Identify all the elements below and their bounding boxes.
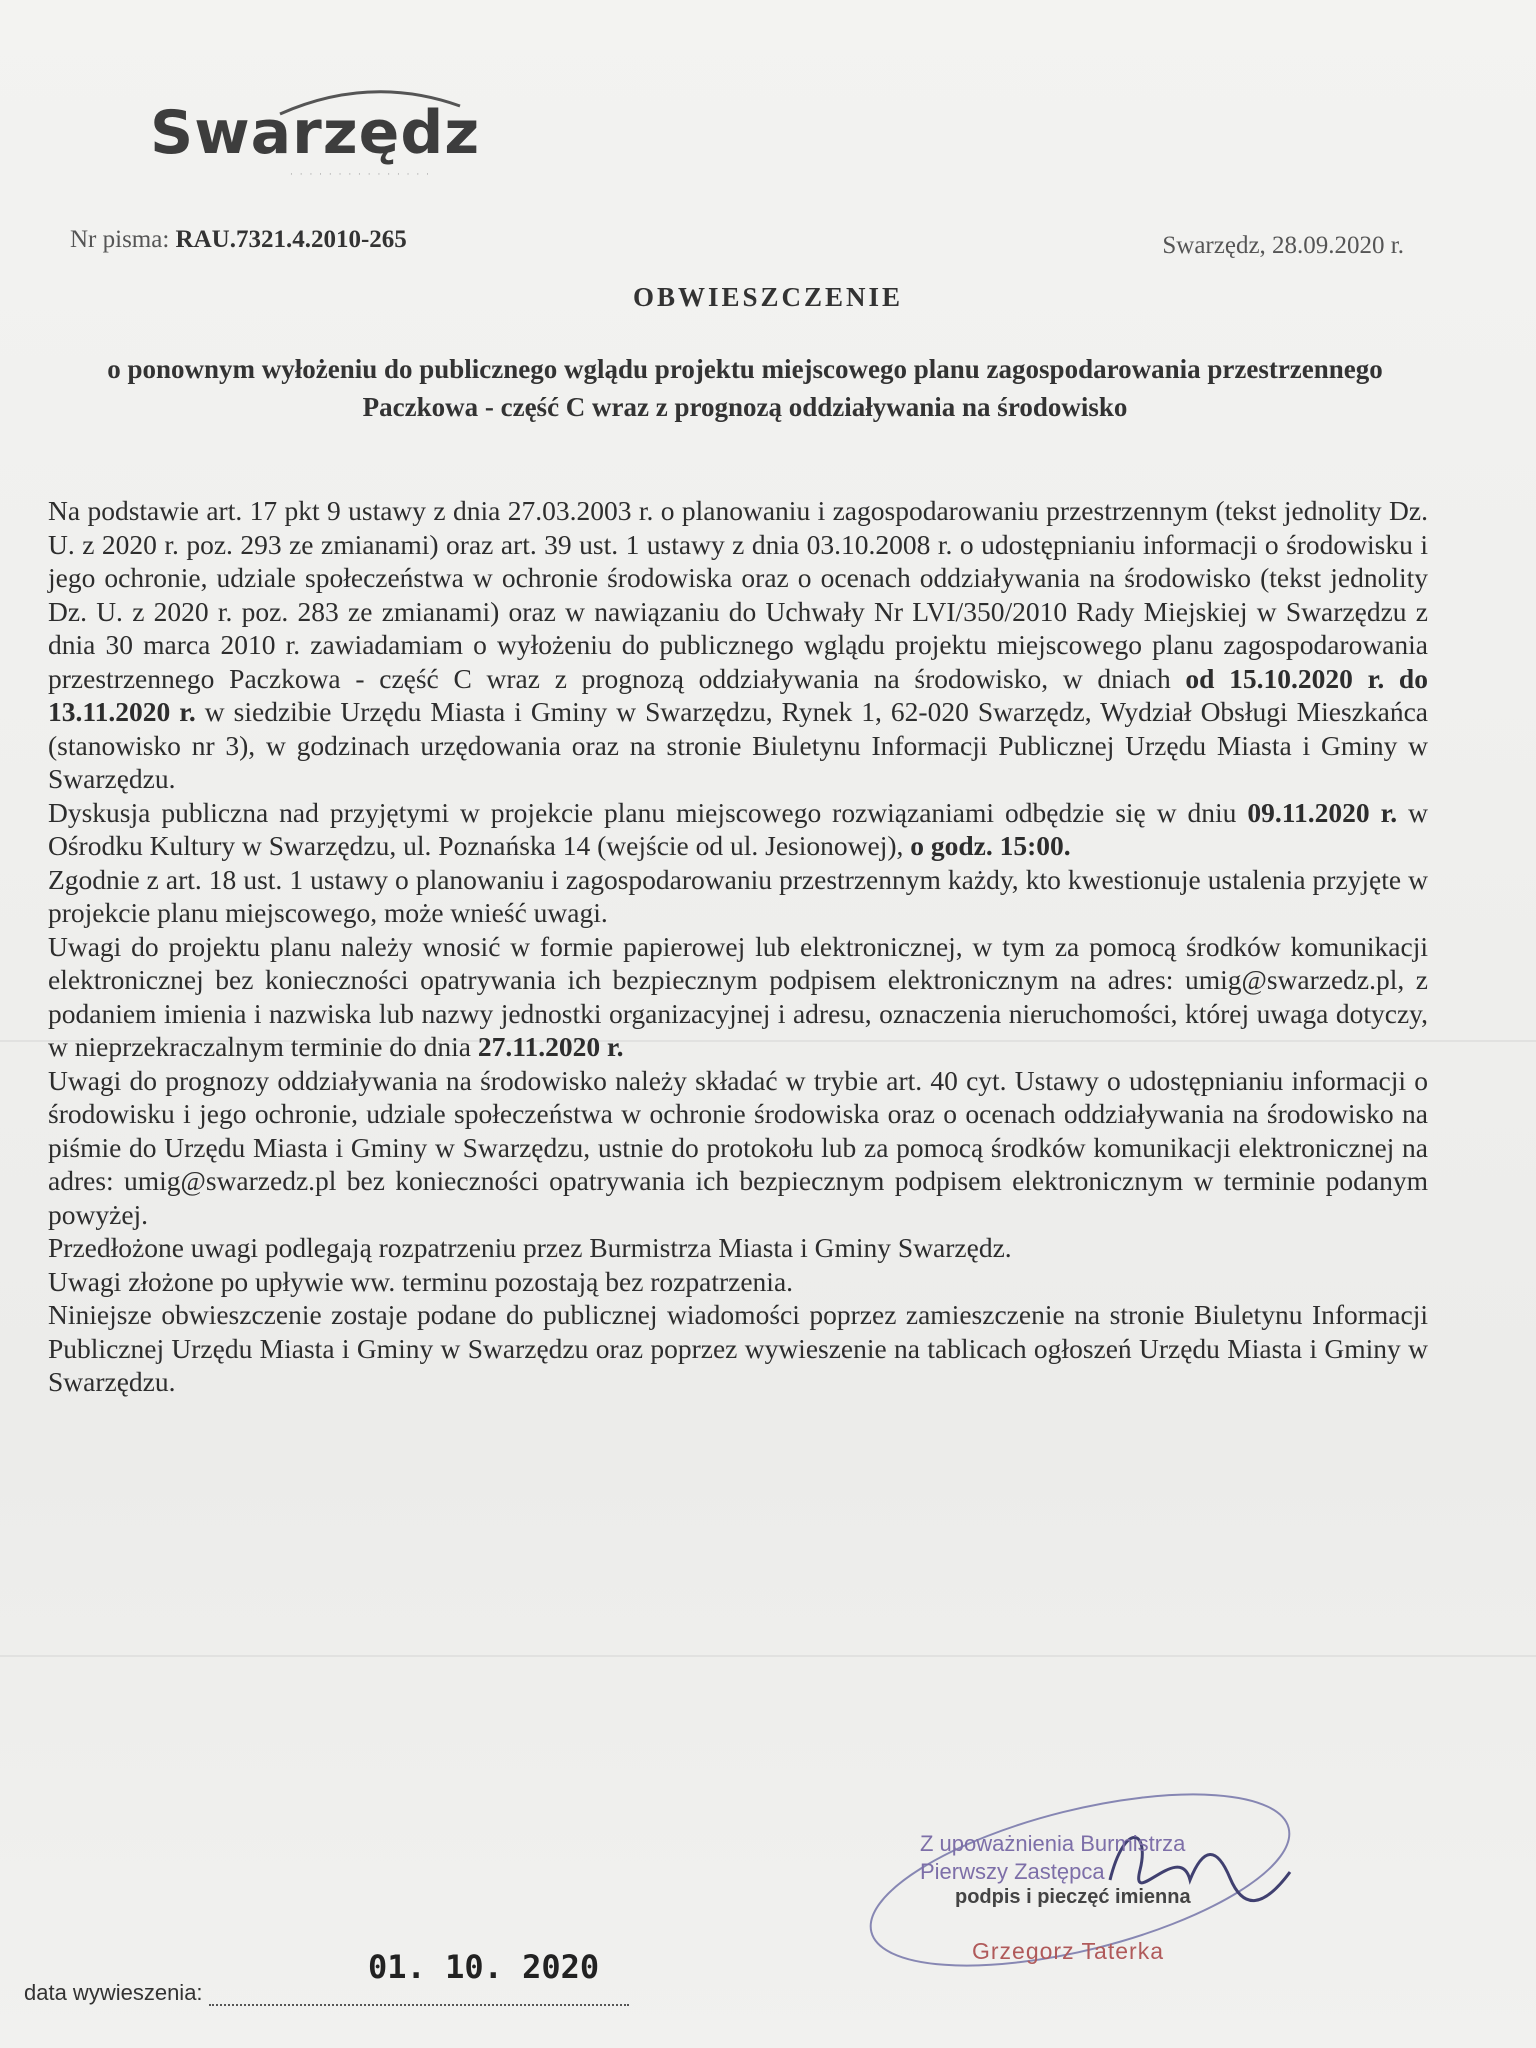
stamp-line-2: Pierwszy Zastępca <box>920 1859 1105 1884</box>
paragraph-legal-basis <box>48 494 1428 796</box>
p4-date: 27.11.2020 r. <box>477 1031 624 1062</box>
p1-text-a: Na podstawie art. 17 pkt 9 ustawy z dnia 27.03.2003 r. o planowaniu i zagospodarowaniu przestrzennym (tekst jednolity Dz. U. z 2020 r. poz. 293 ze zmianami) oraz art. 39 ust. 1 ustawy z dnia 03.10.2008 r. o udostępnianiu informacji o środowisku i jego ochronie, udziale społeczeństwa w ochronie środowiska oraz o ocenach oddziaływania na środowisko (tekst jednolity Dz. U. z 2020 r. poz. 283 ze zmianami) oraz w nawiązaniu do Uchwały Nr LVI/350/2010 Rady Miejskiej w Swarzędzu z dnia 30 marca 2010 r. zawiadamiam o wyłożeniu do publicznego wglądu projektu miejscowego planu zagospodarowania przestrzennego Paczkowa - część C wraz z prognozą oddziaływania na środowisko, w dniach <box>48 495 1428 694</box>
paragraph-right-to-comment: Zgodnie z art. 18 ust. 1 ustawy o planowaniu i zagospodarowaniu przestrzennym każdy, kto kwestionuje ustalenia przyjęte w projekcie planu miejscowego, może wnieść uwagi. <box>48 863 1428 928</box>
municipality-logo <box>150 80 480 180</box>
paragraph-public-discussion <box>48 796 1428 863</box>
reference-label: Nr pisma: <box>70 226 170 253</box>
posted-label: data wywieszenia: <box>24 1980 203 2005</box>
p4-text-a: Uwagi do projektu planu należy wnosić w formie papierowej lub elektronicznej, w tym za pomocą środków komunikacji elektronicznej bez konieczności opatrywania ich bezpiecznym podpisem elektronicznym na adres: umig@swarzedz.pl, z podaniem imienia i nazwiska lub nazwy jednostki organizacyjnej i adresu, oznaczenia nieruchomości, której uwaga dotyczy, w nieprzekraczalnym terminie do dnia <box>48 930 1428 1062</box>
p2-date: 09.11.2020 r. <box>1247 796 1398 828</box>
reference-value: RAU.7321.4.2010-265 <box>175 226 407 253</box>
paragraph-comment-submission <box>48 930 1428 1064</box>
logo-tagline-decoration: · · · · · · · · · · · · · · · <box>290 170 431 180</box>
p2-text-b: w Ośrodku Kultury w Swarzędzu, ul. Poznańska 14 (wejście od ul. Jesionowej), <box>48 796 1428 861</box>
document-title: OBWIESZCZENIE <box>632 282 904 312</box>
paragraph-review: Przedłożone uwagi podlegają rozpatrzeniu przez Burmistrza Miasta i Gminy Swarzędz. <box>48 1232 1012 1263</box>
paragraph-publication: Niniejsze obwieszczenie zostaje podane do publicznej wiadomości poprzez zamieszczenie na stronie Biuletynu Informacji Publicznej Urzędu Miasta i Gminy w Swarzędzu oraz poprzez wywieszenie na tablicach ogłoszeń Urzędu Miasta i Gminy w Swarzędzu. <box>48 1299 1428 1397</box>
p2-time: o godz. 15:00. <box>910 830 1071 861</box>
posted-date-field <box>24 1980 629 2006</box>
p1-dates: od 15.10.2020 r. do 13.11.2020 r. <box>48 662 1428 727</box>
place-date: Swarzędz, 28.09.2020 r. <box>1162 232 1404 259</box>
paper-fold-line <box>0 1655 1536 1657</box>
posted-dotted-line <box>209 2004 629 2006</box>
signature-caption: podpis i pieczęć imienna <box>955 1886 1191 1908</box>
paragraph-forecast-comments: Uwagi do prognozy oddziaływania na środowisko należy składać w trybie art. 40 cyt. Ustawy o udostępnianiu informacji o środowisku i jego ochronie, udziale społeczeństwa w ochronie środowiska oraz o ocenach oddziaływania na środowisko na piśmie do Urzędu Miasta i Gminy w Swarzędzu, ustnie do protokołu lub za pomocą środków komunikacji elektronicznej na adres: umig@swarzedz.pl bez konieczności opatrywania ich bezpiecznym podpisem elektronicznym w terminie podanym powyżej. <box>48 1064 1428 1230</box>
notice-body <box>48 494 1428 1399</box>
stamp-line-1: Z upoważnienia Burmistrza <box>920 1831 1186 1856</box>
p2-text-a: Dyskusja publiczna nad przyjętymi w projekcie planu miejscowego rozwiązaniami odbędzie się w dniu <box>48 796 1248 828</box>
authorization-stamp <box>920 1830 1185 1886</box>
signer-name: Grzegorz Taterka <box>972 1938 1164 1964</box>
paragraph-late-comments: Uwagi złożone po upływie ww. terminu pozostają bez rozpatrzenia. <box>48 1265 794 1297</box>
document-subtitle: o ponownym wyłożeniu do publicznego wglądu projektu miejscowego planu zagospodarowania przestrzennego Paczkowa - część C wraz z prognozą oddziaływania na środowisko <box>107 354 1383 422</box>
p1-text-b: w siedzibie Urzędu Miasta i Gminy w Swarzędzu, Rynek 1, 62-020 Swarzędz, Wydział Obsługi Mieszkańca (stanowisko nr 3), w godzinach urzędowania oraz na stronie Biuletynu Informacji Publicznej Urzędu Miasta i Gminy w Swarzędzu. <box>48 696 1428 794</box>
reference-number <box>70 226 407 254</box>
posted-date-handwritten: 01. 10. 2020 <box>368 1948 600 1986</box>
logo-wordmark: Swarzędz <box>150 98 481 168</box>
